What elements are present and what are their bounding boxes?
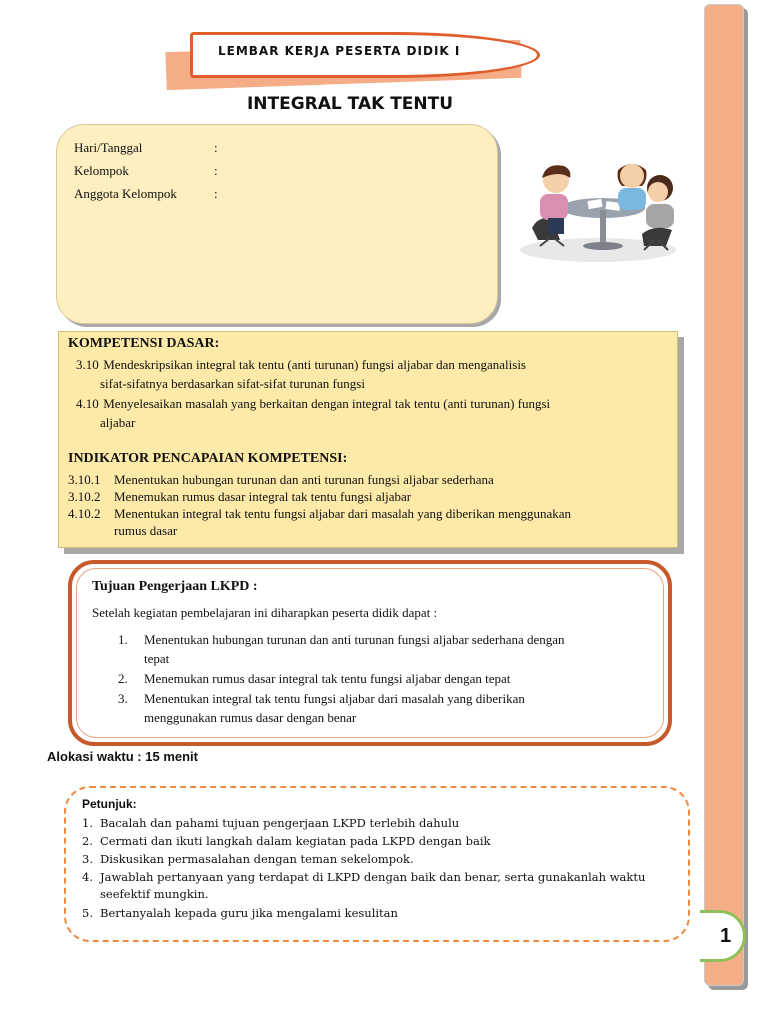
kompetensi-title: KOMPETENSI DASAR: — [68, 336, 220, 351]
identity-row-members — [74, 186, 218, 202]
side-decoration-strip — [704, 4, 744, 986]
tujuan-number: 1. — [118, 632, 128, 647]
petunjuk-item — [82, 905, 674, 922]
page-number: 1 — [719, 924, 732, 947]
indikator-item — [68, 488, 668, 505]
kd-text: Menyelesaikan masalah yang berkaitan dengan integral tak tentu (anti turunan) fungsi — [103, 396, 551, 411]
kd-text-cont: aljabar — [100, 415, 136, 430]
kd-number: 4.10 — [76, 396, 99, 411]
identity-sep: : — [214, 140, 218, 155]
identity-label: Anggota Kelompok — [74, 186, 177, 201]
identity-sep: : — [214, 186, 218, 201]
petunjuk-number: 5. — [82, 906, 93, 920]
indikator-number: 4.10.2 — [68, 506, 101, 521]
identity-label: Kelompok — [74, 163, 129, 178]
identity-row-group — [74, 163, 218, 179]
page-title — [0, 94, 700, 114]
tujuan-number: 2. — [118, 671, 128, 686]
petunjuk-text: Cermati dan ikuti langkah dalam kegiatan pada LKPD dengan baik — [100, 834, 491, 848]
tujuan-text-cont: menggunakan rumus dasar dengan benar — [144, 710, 357, 725]
petunjuk-item — [82, 869, 674, 903]
tujuan-item — [118, 669, 648, 688]
page-title-text: INTEGRAL TAK TENTU — [246, 94, 454, 114]
petunjuk-item — [82, 851, 674, 868]
kd-text-cont: sifat-sifatnya berdasarkan sifat-sifat turunan fungsi — [100, 376, 365, 391]
petunjuk-number: 1. — [82, 816, 93, 830]
petunjuk-text: Bacalah dan pahami tujuan pengerjaan LKPD terlebih dahulu — [100, 816, 460, 830]
petunjuk-text: Bertanyalah kepada guru jika mengalami kesulitan — [100, 906, 398, 920]
petunjuk-title: Petunjuk: — [82, 797, 137, 811]
indikator-number: 3.10.2 — [68, 489, 101, 504]
petunjuk-text: Jawablah pertanyaan yang terdapat di LKPD dengan baik dan benar, serta gunakanlah waktu — [100, 870, 646, 884]
tujuan-text: Menemukan rumus dasar integral tak tentu fungsi aljabar dengan tepat — [144, 671, 511, 686]
tujuan-intro: Setelah kegiatan pembelajaran ini diharapkan peserta didik dapat : — [92, 605, 438, 620]
indikator-item — [68, 505, 668, 539]
petunjuk-text-cont: seefektif mungkin. — [100, 887, 209, 901]
time-allocation: Alokasi waktu : 15 menit — [47, 749, 198, 764]
tujuan-text: Menentukan integral tak tentu fungsi aljabar dari masalah yang diberikan — [144, 691, 525, 706]
kd-item — [76, 394, 650, 432]
identity-label: Hari/Tanggal — [74, 140, 143, 155]
tujuan-item — [118, 689, 648, 727]
petunjuk-item — [82, 815, 674, 832]
petunjuk-number: 4. — [82, 870, 93, 884]
indikator-title: INDIKATOR PENCAPAIAN KOMPETENSI: — [68, 451, 348, 466]
indikator-text: Menentukan hubungan turunan dan anti turunan fungsi aljabar sederhana — [114, 472, 494, 487]
kd-text: Mendeskripsikan integral tak tentu (anti turunan) fungsi aljabar dan menganalisis — [103, 357, 526, 372]
petunjuk-number: 2. — [82, 834, 93, 848]
kd-number: 3.10 — [76, 357, 99, 372]
tujuan-text: Menentukan hubungan turunan dan anti turunan fungsi aljabar sederhana dengan — [144, 632, 565, 647]
petunjuk-text: Diskusikan permasalahan dengan teman sekelompok. — [100, 852, 414, 866]
tujuan-text-cont: tepat — [144, 651, 170, 666]
tujuan-item — [118, 630, 648, 668]
students-discussion-illustration — [518, 150, 684, 266]
identity-row-date — [74, 140, 218, 156]
indikator-text: Menentukan integral tak tentu fungsi aljabar dari masalah yang diberikan menggunakan — [114, 506, 572, 521]
indikator-number: 3.10.1 — [68, 472, 101, 487]
kd-item — [76, 355, 650, 393]
indikator-text-cont: rumus dasar — [114, 523, 178, 538]
petunjuk-number: 3. — [82, 852, 93, 866]
petunjuk-item — [82, 833, 674, 850]
indikator-item — [68, 471, 668, 488]
identity-sep: : — [214, 163, 218, 178]
tujuan-number: 3. — [118, 691, 128, 706]
tujuan-title: Tujuan Pengerjaan LKPD : — [92, 579, 258, 594]
banner-text: LEMBAR KERJA PESERTA DIDIK I — [218, 44, 461, 58]
indikator-text: Menemukan rumus dasar integral tak tentu fungsi aljabar — [114, 489, 412, 504]
